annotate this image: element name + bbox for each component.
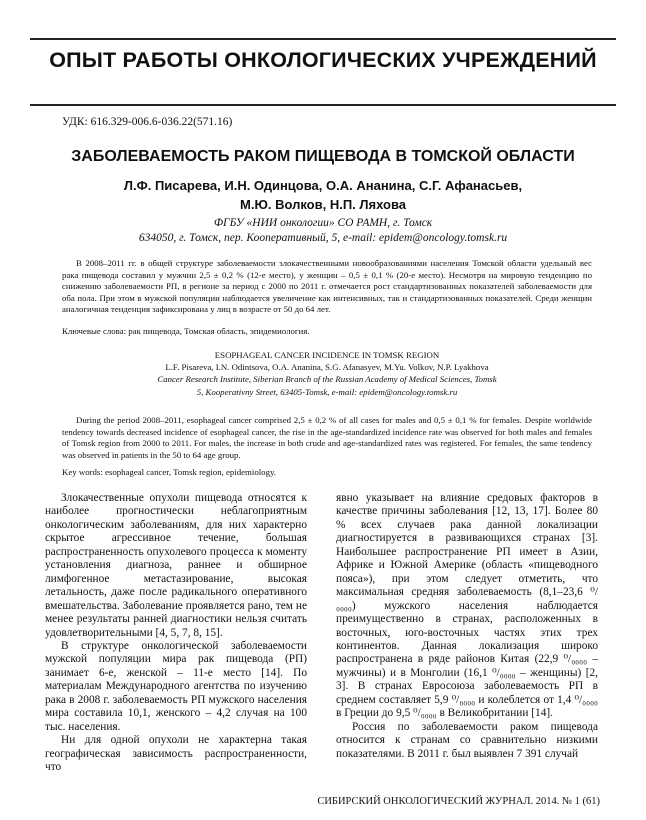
section-header: ОПЫТ РАБОТЫ ОНКОЛОГИЧЕСКИХ УЧРЕЖДЕНИЙ [49, 48, 597, 72]
paragraph: Россия по заболеваемости раком пищевода относится к странам со сравнительно низкими показателями. В 2011 г. был выявлен 7 391 случай [336, 720, 598, 760]
body-column-left [45, 492, 307, 775]
header-rule-top [30, 38, 616, 40]
article-title: ЗАБОЛЕВАЕМОСТЬ РАКОМ ПИЩЕВОДА В ТОМСКОЙ ОБЛАСТИ [71, 148, 575, 165]
affiliation-line: ФГБУ «НИИ онкологии» СО РАМН, г. Томск [213, 217, 433, 229]
affiliation-line: 634050, г. Томск, пер. Кооперативный, 5, e-mail: epidem@oncology.tomsk.ru [138, 232, 508, 244]
affiliation-ru [60, 216, 586, 246]
paragraph: В структуре онкологической заболеваемости мужской популяции мира рак пищевода (РП) занимает 6-е, женской – 11-е место [14]. По материалам Международного агентства по изучению рака в 2008 г. заболеваемость РП мужского населения мира составила 10,1, женского – 4,2 случая на 100 тыс. населения. [45, 639, 307, 733]
keywords-en: Key words: esophageal cancer, Tomsk region, epidemiology. [62, 467, 277, 477]
authors-en: L.F. Pisareva, I.N. Odintsova, O.A. Ananina, S.G. Afanasyev, M.Yu. Volkov, N.P. Lyakhova [165, 362, 489, 373]
paragraph: явно указывает на влияние средовых факторов в качестве причины заболевания [12, 13, 17]. Более 80 % всех случаев рака данной локализации диагностируется в развивающихся странах [3]. Наибольшее распространение РП имеет в Азии, Африке и Южной Америке (область «пищеводного пояса»), при этом следует отметить, что максимальная средняя заболеваемость (8,1–23,6 ⁰/₀₀₀₀) мужского населения наблюдается преимущественно в странах, расположенных в восточных, юго-восточных частях этих трех континентов. Данная локализация широко распространена в ряде районов Китая (22,9 ⁰/₀₀₀₀ – мужчины) и в Монголии (16,1 ⁰/₀₀₀₀ – женщины) [2, 3]. В странах Евросоюза заболеваемость РП в среднем составляет 5,9 ⁰/₀₀₀₀ и колеблется от 1,4 ⁰/₀₀₀₀ в Греции до 9,5 ⁰/₀₀₀₀ в Великобритании [14]. [336, 492, 598, 720]
abstract-ru-text: В 2008–2011 гг. в общей структуре заболеваемости злокачественными новообразованиями населения Томской области удельный вес рака пищевода составил у мужчин 2,5 ± 0,2 % (12-е место), у женщин – 0,5 ± 0,1 % (20-е место). Несмотря на мировую тенденцию по снижению заболеваемости РП, в регионе за период с 2000 по 2011 г. отмечается рост стандартизованных показателей заболеваемости для оба пола. При этом в мужской популяции наблюдается увеличение как интенсивных, так и стандартизованных показателей. Среди женщин аналогичная тенденция зафиксирована у лиц в возрасте от 50 до 64 лет. [62, 258, 592, 315]
authors-line: М.Ю. Волков, Н.П. Ляхова [240, 197, 406, 212]
paragraph: Ни для одной опухоли не характерна такая географическая зависимость распространенности, что [45, 734, 307, 774]
authors [60, 176, 586, 214]
abstract-en-text: During the period 2008–2011, esophageal cancer comprised 2,5 ± 0,2 % of all cases for males and 0,5 ± 0,1 % for females. Despite worldwide tendency towards decreased incidence of esophageal cancer, the rise in the age-standardized incidence rate was observed for both males and females of Tomsk region from 2000 to 2011. For males, the increase in both crude and age-standardized rates was registered. For females, the same tendency was observed in patients in the 50 to 64 age group. [62, 415, 592, 460]
title-en: ESOPHAGEAL CANCER INCIDENCE IN TOMSK REGION [214, 350, 440, 360]
affiliation-en-line: Cancer Research Institute, Siberian Branch of the Russian Academy of Medical Sciences, Tomsk [157, 374, 497, 385]
paragraph: Злокачественные опухоли пищевода относятся к наиболее прогностически неблагоприятным онкологическим заболеваниям, для них характерно скрытое агрессивное течение, большая распространенность опухолевого процесса к моменту установления диагноза, раннее и обширное лимфогенное метастазирование, высокая летальность, даже после радикального оперативного вмешательства. Заболевание проявляется рано, тем не менее результаты ранней диагностики нельзя считать удовлетворительными [4, 5, 7, 8, 15]. [45, 492, 307, 639]
english-header [62, 349, 592, 398]
keywords-ru: Ключевые слова: рак пищевода, Томская область, эпидемиология. [62, 326, 310, 336]
abstract-en [62, 415, 592, 461]
body-column-right [336, 492, 598, 761]
abstract-ru [62, 258, 592, 316]
affiliation-en-line: 5, Kooperativny Street, 63405-Tomsk, e-mail: epidem@oncology.tomsk.ru [196, 386, 458, 397]
udk-code: УДК: 616.329-006.6-036.22(571.16) [62, 116, 233, 128]
authors-line: Л.Ф. Писарева, И.Н. Одинцова, О.А. Ананина, С.Г. Афанасьев, [123, 178, 523, 193]
journal-footer: СИБИРСКИЙ ОНКОЛОГИЧЕСКИЙ ЖУРНАЛ. 2014. № 1 (61) [317, 796, 600, 807]
header-rule-bottom [30, 104, 616, 106]
